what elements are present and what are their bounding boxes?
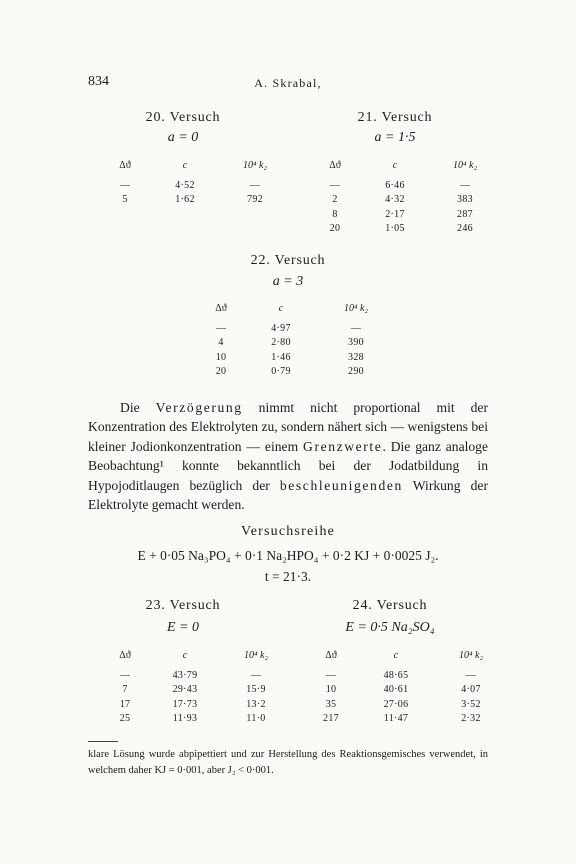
exp20-param: a = 0 — [167, 130, 199, 145]
cell: 4·32 — [385, 194, 405, 206]
body-paragraph — [88, 398, 488, 514]
series-temperature: t = 21·3. — [264, 569, 312, 584]
cell: — — [250, 669, 262, 681]
cell: 25 — [119, 713, 131, 725]
table-row — [310, 178, 500, 193]
paragraph-text: . Die ganz analoge Beobachtung¹ konnte bekanntlich bei der Jodatbildung in Hypojoditlaugen bezüglich der — [88, 438, 489, 493]
cell: 390 — [348, 337, 364, 349]
running-head: A. Skrabal, — [254, 76, 322, 90]
cell: 1·46 — [271, 351, 291, 363]
exp23-header-delta: Δϑ — [119, 650, 131, 661]
exp22-header-delta: Δϑ — [215, 303, 227, 314]
exp22-header-k: 10⁴ k₂ — [344, 303, 368, 314]
exp23-table — [100, 650, 292, 726]
table-row — [196, 336, 396, 351]
cell: 3·52 — [461, 698, 481, 710]
cell: — — [465, 669, 477, 681]
cell: 11·93 — [172, 713, 198, 725]
cell: 40·61 — [383, 684, 409, 696]
cell: 217 — [323, 713, 339, 725]
table-row — [196, 365, 396, 380]
exp22-table — [196, 303, 396, 379]
exp23-header-c: c — [182, 650, 188, 661]
cell: 8 — [332, 208, 338, 220]
cell: — — [325, 669, 337, 681]
cell: 48·65 — [383, 669, 409, 681]
exp23-param: E = 0 — [167, 620, 199, 635]
cell: 287 — [457, 208, 473, 220]
table-row — [310, 222, 500, 237]
exp24-param: E = 0·5 Na₂SO₄ — [345, 620, 435, 635]
cell: 2 — [332, 194, 338, 206]
exp22-title: 22. Versuch — [250, 253, 326, 268]
table-row — [100, 178, 290, 193]
cell: — — [329, 179, 341, 191]
cell: 20 — [215, 366, 227, 378]
exp24-title: 24. Versuch — [352, 598, 428, 613]
cell: 13·2 — [246, 698, 266, 710]
cell: 43·79 — [172, 669, 198, 681]
table-row — [305, 668, 507, 683]
exp20-table — [100, 160, 290, 207]
paragraph-text: Die — [120, 400, 156, 415]
cell: 2·32 — [461, 713, 481, 725]
emphasis-beschleunigenden: beschleunigenden — [279, 477, 403, 493]
exp21-param: a = 1·5 — [374, 130, 416, 145]
exp22-param: a = 3 — [272, 274, 304, 289]
cell: 11·47 — [383, 713, 409, 725]
cell: 2·17 — [385, 208, 405, 220]
exp21-header-c: c — [392, 160, 398, 171]
cell: — — [215, 322, 227, 334]
cell: 4·52 — [175, 179, 195, 191]
cell: 7 — [122, 684, 128, 696]
table-row — [100, 697, 292, 712]
cell: 0·79 — [271, 366, 291, 378]
cell: 10 — [215, 351, 227, 363]
exp23-header-k: 10⁴ k₂ — [244, 650, 268, 661]
cell: 4·07 — [461, 684, 481, 696]
cell: 17 — [119, 698, 131, 710]
exp21-header-k: 10⁴ k₂ — [453, 160, 477, 171]
cell: 383 — [457, 194, 473, 206]
cell: 5 — [122, 194, 128, 206]
cell: 290 — [348, 366, 364, 378]
table-row — [100, 712, 292, 727]
cell: — — [119, 669, 131, 681]
cell: — — [350, 322, 362, 334]
exp24-header-c: c — [393, 650, 399, 661]
cell: 328 — [348, 351, 364, 363]
table-row — [196, 321, 396, 336]
exp20-header-delta: Δϑ — [119, 160, 131, 171]
exp21-header-delta: Δϑ — [329, 160, 341, 171]
cell: 2·80 — [271, 337, 291, 349]
cell: — — [459, 179, 471, 191]
cell: — — [249, 179, 261, 191]
cell: 35 — [325, 698, 337, 710]
footnote: klare Lösung wurde abpipettiert und zur Herstellung des Reaktionsgemisches verwendet, in welchem daher KJ = 0·001, aber J₂ < 0·001. — [88, 749, 488, 776]
cell: 4 — [218, 337, 224, 349]
table-row — [100, 683, 292, 698]
series-title: Versuchsreihe — [240, 524, 336, 539]
footnote-rule — [88, 741, 118, 742]
cell: 10 — [325, 684, 337, 696]
exp23-title: 23. Versuch — [145, 598, 221, 613]
table-row — [310, 207, 500, 222]
cell: 15·9 — [246, 684, 266, 696]
cell: 6·46 — [385, 179, 405, 191]
cell: 29·43 — [172, 684, 198, 696]
exp21-table — [310, 160, 500, 236]
exp20-header-k: 10⁴ k₂ — [243, 160, 267, 171]
cell: 792 — [247, 194, 263, 206]
paragraph-text: nimmt nicht proportional mit der Konzentration des Elektrolyten zu, sondern nähert sich — wenigstens bei kleiner Jodionkonzentration — einem — [88, 400, 488, 454]
cell: 1·62 — [175, 194, 195, 206]
table-row — [100, 193, 290, 208]
emphasis-grenzwerte: Grenzwerte — [303, 438, 383, 454]
cell: — — [119, 179, 131, 191]
table-row — [305, 683, 507, 698]
cell: 20 — [329, 223, 341, 235]
cell: 11·0 — [246, 713, 266, 725]
paragraph-text: Wirkung der Elektrolyte gemacht werden. — [88, 477, 488, 513]
page-number: 834 — [88, 74, 109, 89]
exp22-header-c: c — [278, 303, 284, 314]
emphasis-verzoegerung: Verzögerung — [155, 400, 243, 415]
series-formula: E + 0·05 Na₃PO₄ + 0·1 Na₂HPO₄ + 0·2 KJ + 0·0025 J₂. — [137, 548, 439, 563]
cell: 1·05 — [385, 223, 405, 235]
table-row — [305, 712, 507, 727]
cell: 4·97 — [271, 322, 291, 334]
exp21-title: 21. Versuch — [357, 110, 433, 125]
exp24-table — [305, 650, 507, 726]
table-row — [100, 668, 292, 683]
exp20-title: 20. Versuch — [145, 110, 221, 125]
table-row — [196, 350, 396, 365]
cell: 246 — [457, 223, 473, 235]
table-row — [305, 697, 507, 712]
exp24-header-delta: Δϑ — [325, 650, 337, 661]
table-row — [310, 193, 500, 208]
cell: 27·06 — [383, 698, 409, 710]
exp24-header-k: 10⁴ k₂ — [459, 650, 483, 661]
cell: 17·73 — [172, 698, 198, 710]
exp20-header-c: c — [182, 160, 188, 171]
